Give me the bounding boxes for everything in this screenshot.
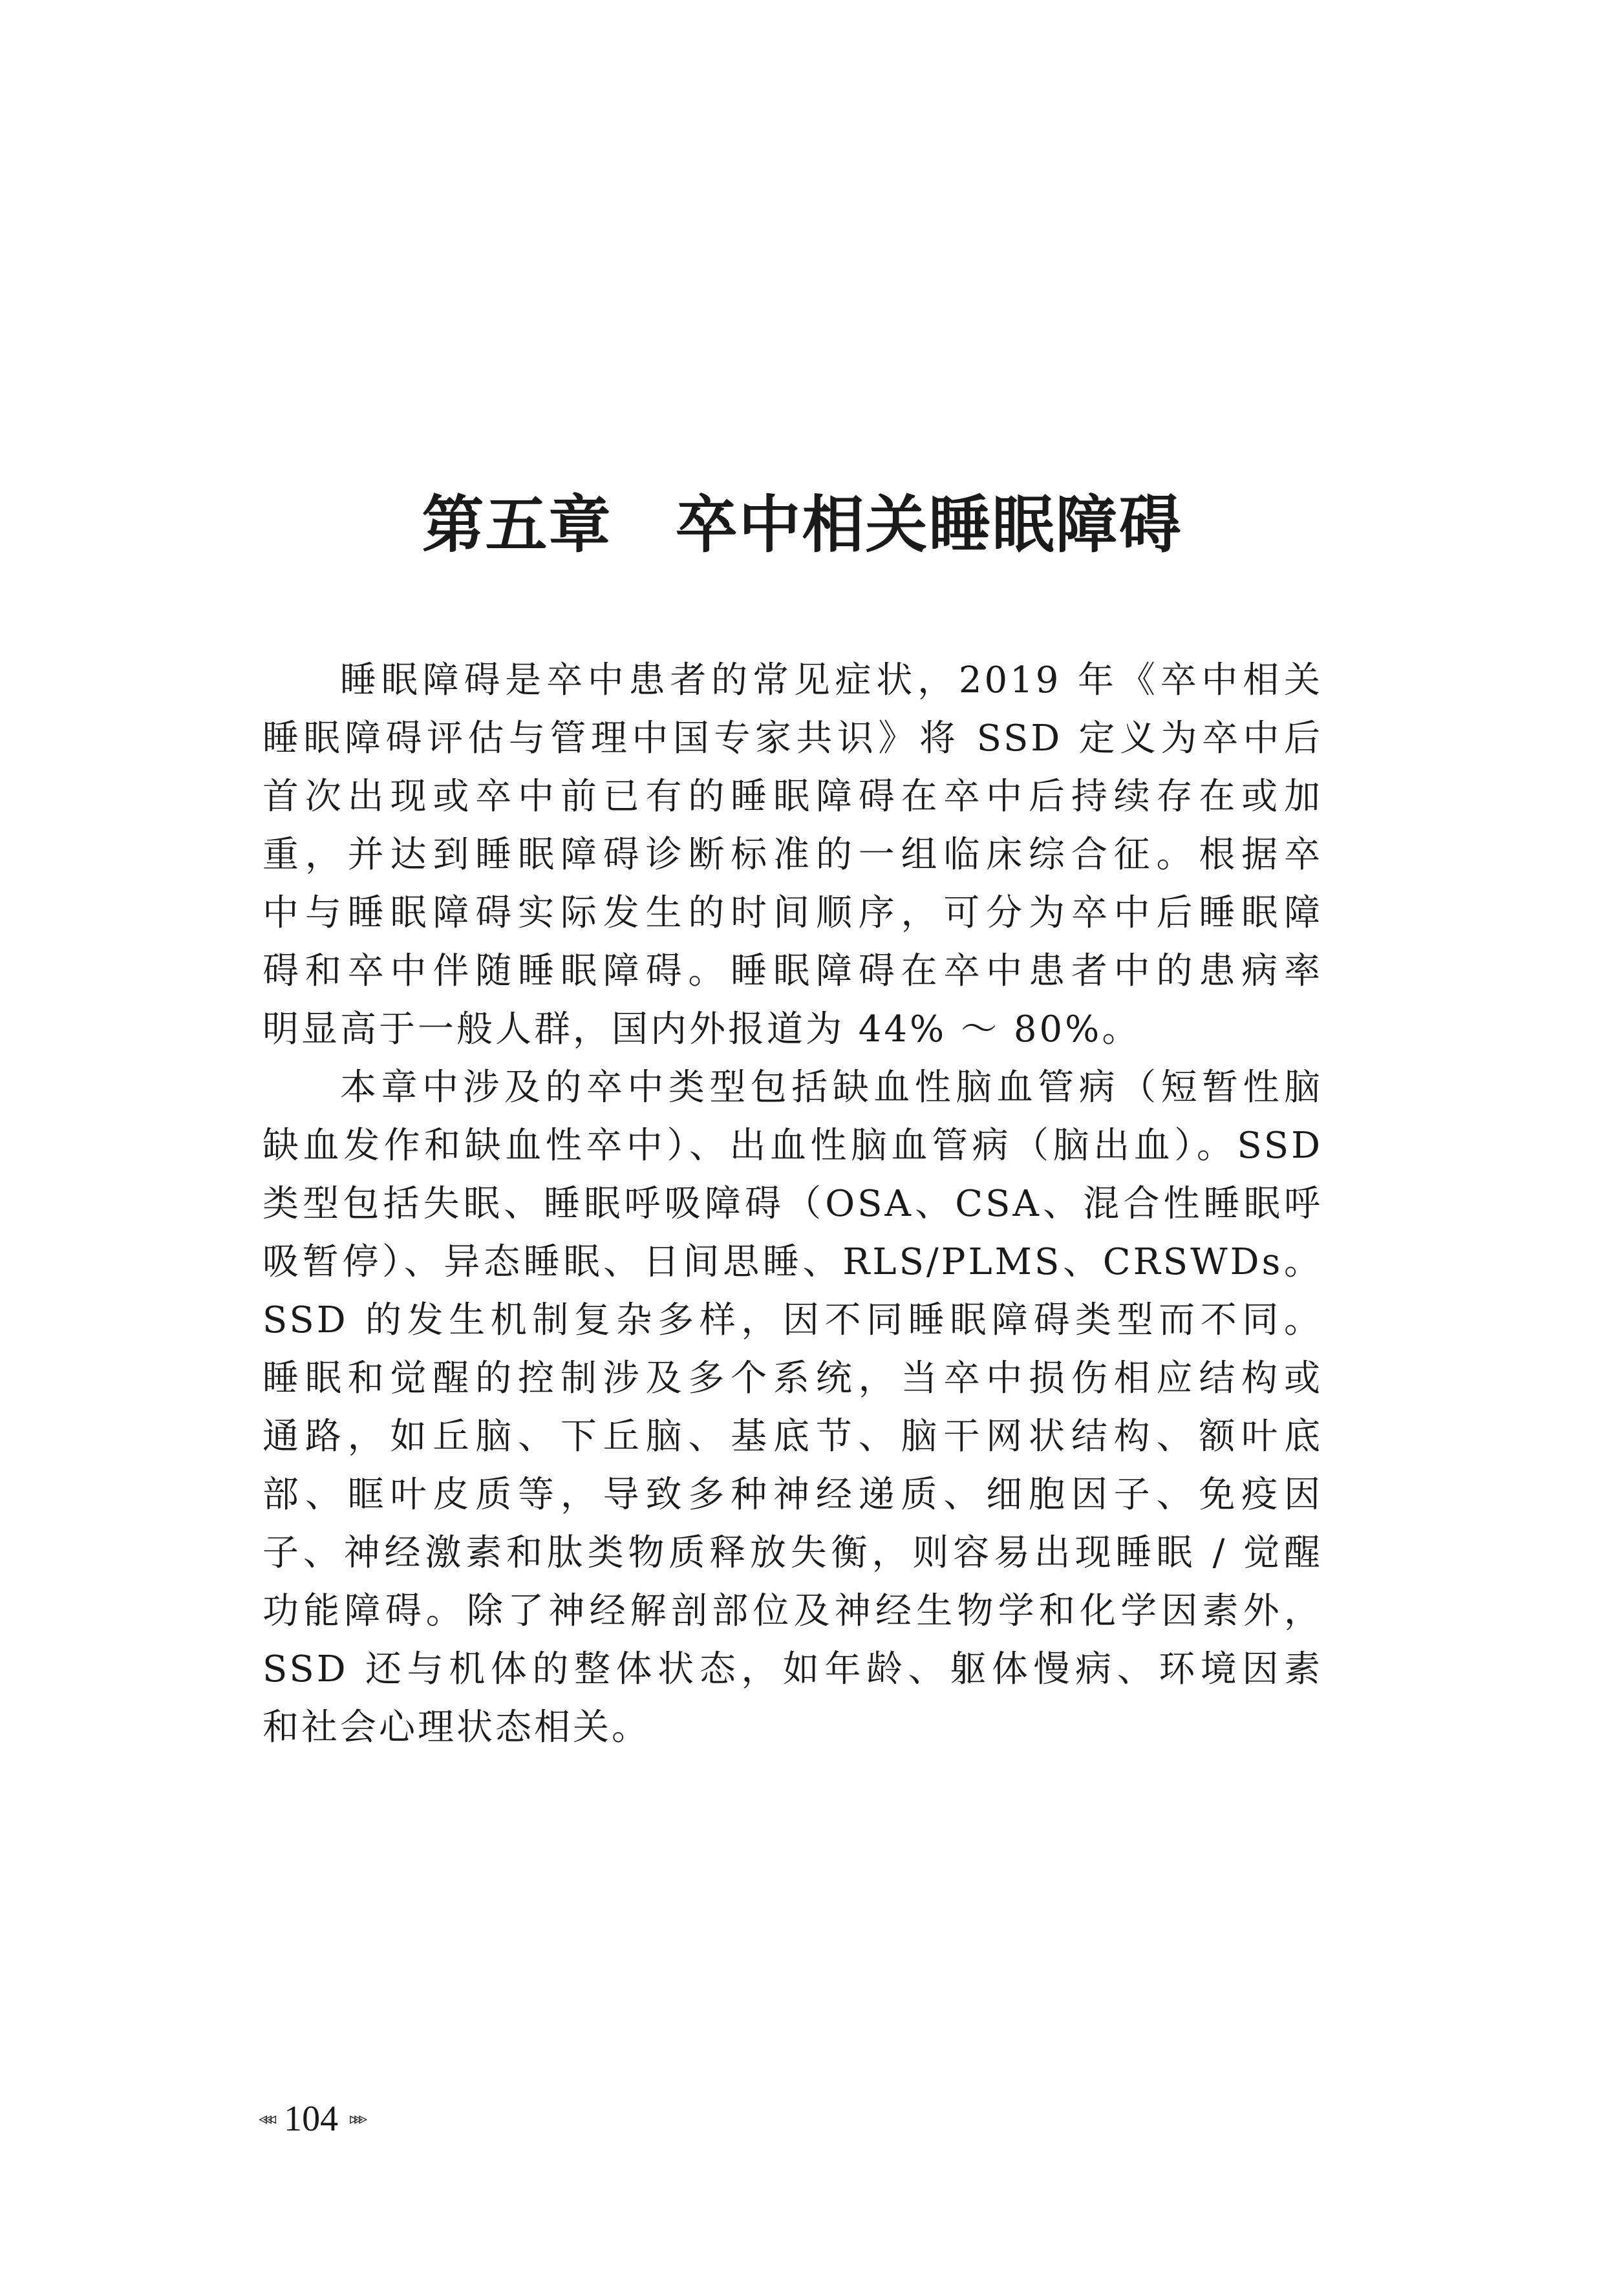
text-line: 重，并达到睡眠障碍诊断标准的一组临床综合征。根据卒 <box>262 834 1323 876</box>
paragraph-types <box>262 1059 1323 1757</box>
text-line: 通路，如丘脑、下丘脑、基底节、脑干网状结构、额叶底 <box>262 1416 1323 1458</box>
chapter-title: 第五章 卒中相关睡眠障碍 <box>422 489 1182 562</box>
text-line: 子、神经激素和肽类物质释放失衡，则容易出现睡眠 / 觉醒 <box>262 1532 1323 1574</box>
text-line: 吸暂停）、异态睡眠、日间思睡、RLS/PLMS、CRSWDs。 <box>262 1241 1323 1283</box>
text-line: 睡眠障碍评估与管理中国专家共识》将 SSD 定义为卒中后 <box>262 717 1323 760</box>
text-line: 和社会心理状态相关。 <box>262 1706 650 1749</box>
body-text <box>262 652 1323 1757</box>
left-arrows-icon: ◃◃◃ <box>259 2109 273 2129</box>
text-line: 明显高于一般人群，国内外报道为 44% ～ 80%。 <box>262 1008 1141 1050</box>
text-line: 睡眠障碍是卒中患者的常见症状，2019 年《卒中相关 <box>340 659 1323 701</box>
page-footer <box>259 2093 363 2145</box>
page-number: 104 <box>284 2099 339 2139</box>
text-line: 部、眶叶皮质等，导致多种神经递质、细胞因子、免疫因 <box>262 1474 1323 1516</box>
text-line: 碍和卒中伴随睡眠障碍。睡眠障碍在卒中患者中的患病率 <box>262 950 1323 992</box>
text-line: 功能障碍。除了神经解剖部位及神经生物学和化学因素外， <box>262 1590 1323 1632</box>
text-line: SSD 还与机体的整体状态，如年龄、躯体慢病、环境因素 <box>262 1648 1323 1690</box>
text-line: 首次出现或卒中前已有的睡眠障碍在卒中后持续存在或加 <box>262 776 1323 818</box>
text-line: 类型包括失眠、睡眠呼吸障碍（OSA、CSA、混合性睡眠呼 <box>262 1183 1323 1225</box>
text-line: 本章中涉及的卒中类型包括缺血性脑血管病（短暂性脑 <box>340 1067 1323 1109</box>
paragraph-intro <box>262 652 1323 1059</box>
text-line: 中与睡眠障碍实际发生的时间顺序，可分为卒中后睡眠障 <box>262 892 1323 934</box>
text-line: SSD 的发生机制复杂多样，因不同睡眠障碍类型而不同。 <box>262 1299 1323 1341</box>
text-line: 睡眠和觉醒的控制涉及多个系统，当卒中损伤相应结构或 <box>262 1357 1323 1399</box>
text-line: 缺血发作和缺血性卒中）、出血性脑血管病（脑出血）。SSD <box>262 1125 1323 1167</box>
right-arrows-icon: ▹▹▹ <box>350 2109 364 2129</box>
